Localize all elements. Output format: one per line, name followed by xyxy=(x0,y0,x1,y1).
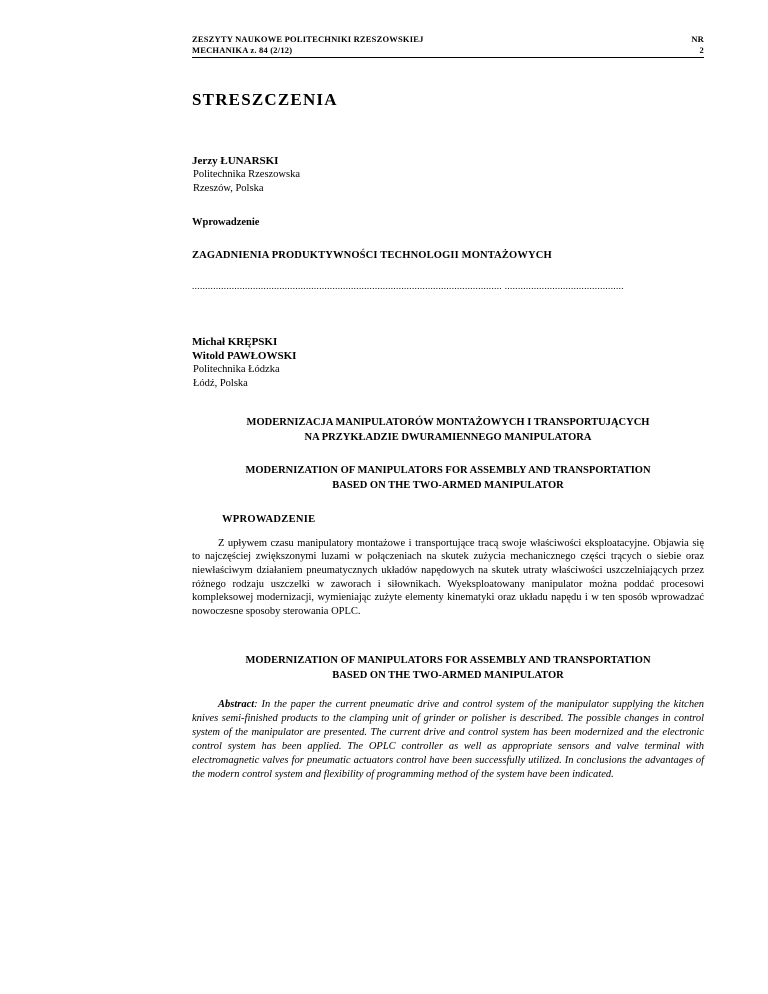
journal-name: ZESZYTY NAUKOWE POLITECHNIKI RZESZOWSKIEJ xyxy=(192,34,424,44)
author-name-1: Michał KRĘPSKI xyxy=(192,335,278,348)
author-affiliation: Politechnika Łódzka xyxy=(193,364,280,376)
introduction-heading: WPROWADZENIE xyxy=(222,513,316,525)
paper-title-polish xyxy=(192,416,704,446)
page-title: STRESZCZENIA xyxy=(192,90,338,109)
paper-title-english-line-2: BASED ON THE TWO-ARMED MANIPULATOR xyxy=(332,479,564,491)
author-location: Łódź, Polska xyxy=(193,377,248,389)
paper-title-polish-line-2: NA PRZYKŁADZIE DWURAMIENNEGO MANIPULATORA xyxy=(304,431,592,443)
introduction-paragraph: Z upływem czasu manipulatory montażowe i transportujące tracą swoje właściwości eksploatacyjne. Objawia się to najczęściej zwiększonymi luzami w połączeniach na skutek zużycia mechanicznego części trących o siebie oraz niewłaściwym działaniem pneumatycznych układów napędowych na skutek utraty właściwości uszczelniających przez różnego rodzaju uszczelki w zaworach i siłownikach. Wyeksploatowany manipulator można poddać procesowi kompleksowej modernizacji, wymieniając zużyte elementy kinematyki oraz układu napędu i w ten sposób wprowadzać nowoczesne sposoby sterowania OPLC. xyxy=(192,537,704,617)
author-name-2: Witold PAWŁOWSKI xyxy=(192,350,297,363)
running-head-line-2 xyxy=(192,45,704,55)
abstract-entry-1 xyxy=(192,154,704,291)
abstract-paragraph xyxy=(192,698,704,781)
abstract-heading xyxy=(192,654,704,684)
paper-title: ZAGADNIENIA PRODUKTYWNOŚCI TECHNOLOGII MONTAŻOWYCH xyxy=(192,249,552,261)
author-affiliation: Politechnika Rzeszowska xyxy=(193,169,301,181)
abstract-heading-line-2: BASED ON THE TWO-ARMED MANIPULATOR xyxy=(332,670,564,682)
header-divider xyxy=(192,57,704,58)
page-content xyxy=(192,34,704,781)
issue-number-label: NR xyxy=(691,34,704,44)
paper-title-english xyxy=(192,464,704,494)
series-info: MECHANIKA z. 84 (2/12) xyxy=(192,45,293,55)
running-head-line-1 xyxy=(192,34,704,44)
paper-title-english-line-1: MODERNIZATION OF MANIPULATORS FOR ASSEMBLY AND TRANSPORTATION xyxy=(245,464,651,476)
abstract-entry-2 xyxy=(192,335,704,781)
dot-leader: ..................................................................................................................... ............................................. xyxy=(192,280,624,291)
section-label: Wprowadzenie xyxy=(192,216,260,228)
author-location: Rzeszów, Polska xyxy=(193,182,264,194)
paper-title-polish-line-1: MODERNIZACJA MANIPULATORÓW MONTAŻOWYCH I TRANSPORTUJĄCYCH xyxy=(246,416,650,428)
running-head xyxy=(192,34,704,58)
abstract-text: : In the paper the current pneumatic drive and control system of the manipulator supplying the kitchen knives semi-finished products to the clamping unit of grinder or polisher is described. The possible changes in control system of the manipulator are presented. The current drive and control system has been modernized and the electronic control system has been applied. The OPLC controller as well as appropriate sensors and valve terminal with electromagnetic valves for pneumatic actuators control have been successfully utilized. In conclusions the advantages of the modern control system and flexibility of programming method of the system have been indicated. xyxy=(192,699,704,780)
year-label: 2 xyxy=(699,45,704,55)
abstract-label: Abstract xyxy=(218,699,255,711)
abstract-heading-line-1: MODERNIZATION OF MANIPULATORS FOR ASSEMBLY AND TRANSPORTATION xyxy=(245,655,651,667)
author-name: Jerzy ŁUNARSKI xyxy=(192,155,279,167)
